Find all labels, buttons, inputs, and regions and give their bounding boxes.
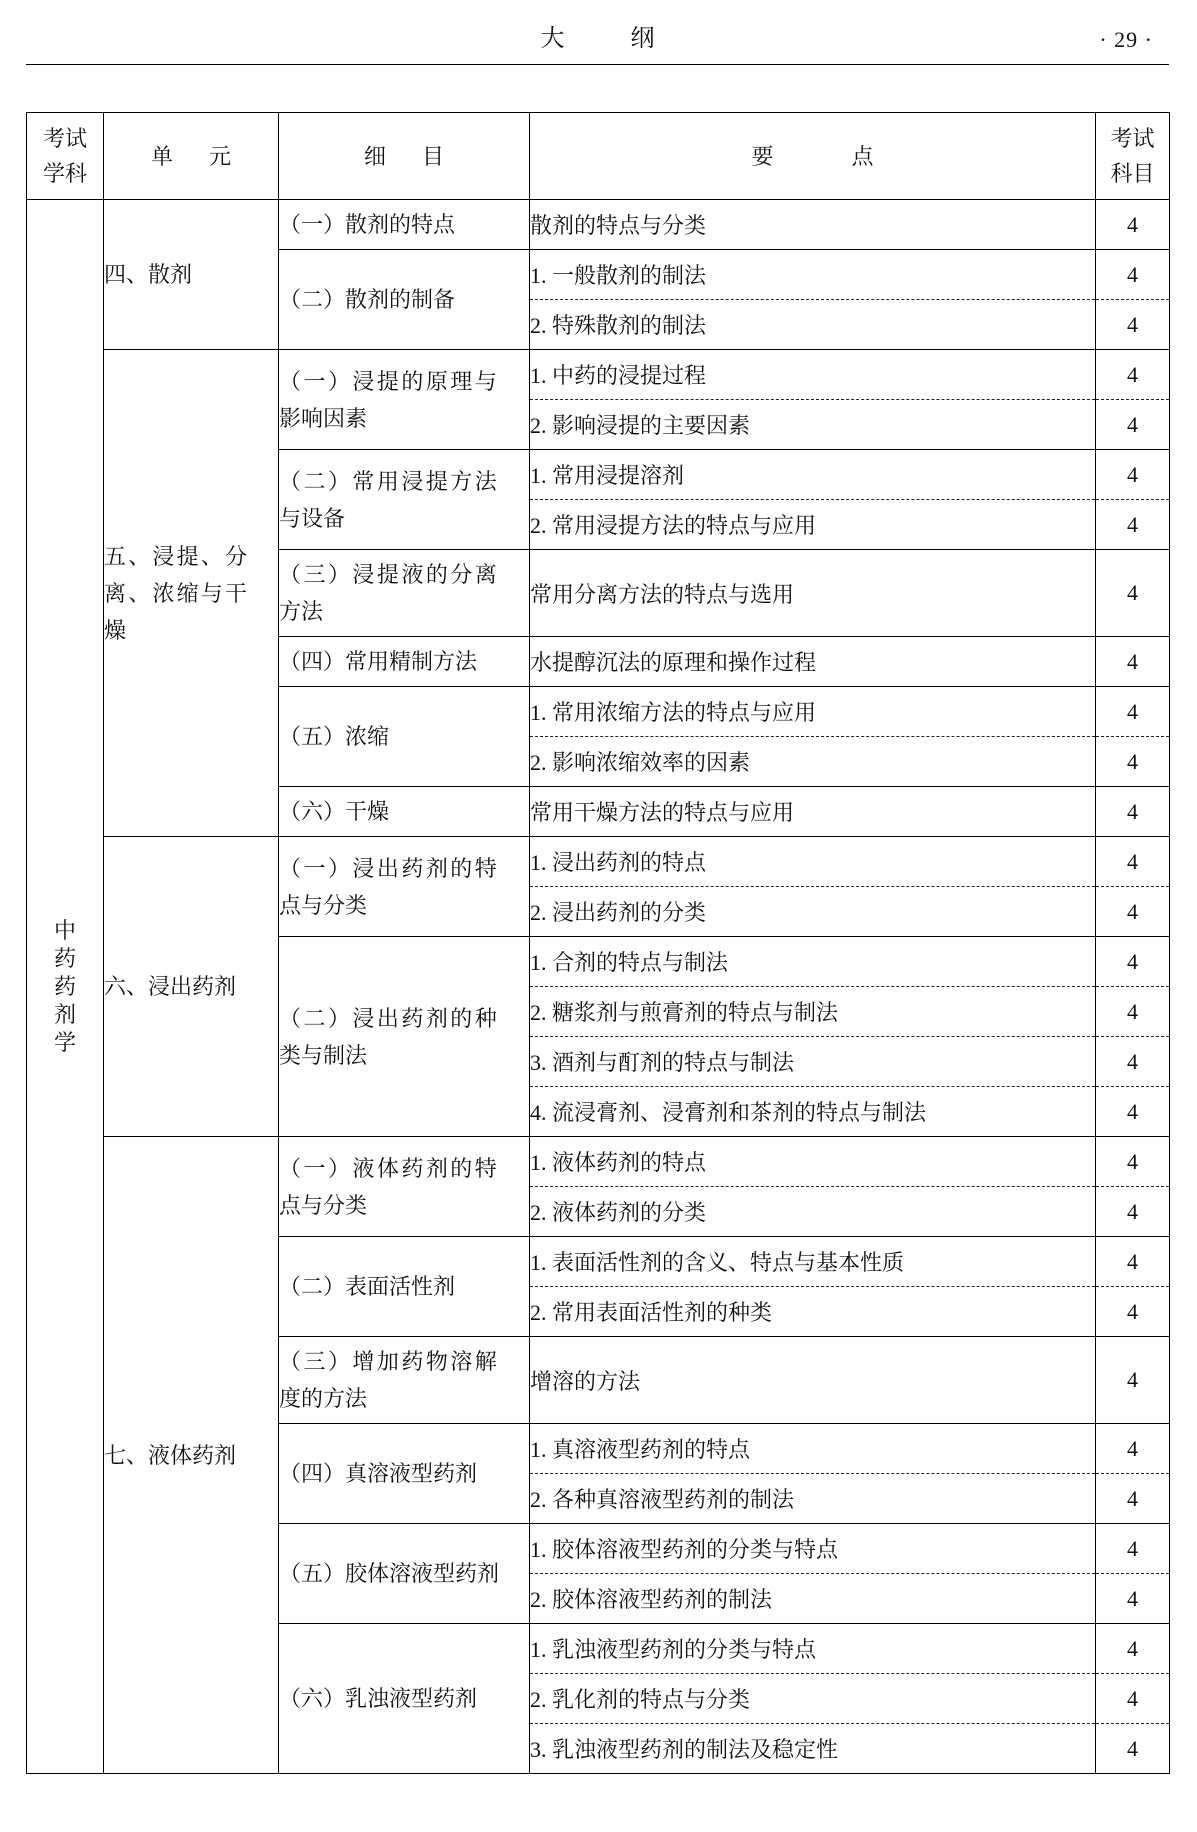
point-cell-text: 1. 胶体溶液型药剂的分类与特点 (530, 1537, 839, 1562)
item-cell-text: （二）常用浸提方法与设备 (279, 468, 497, 531)
syllabus-table (26, 112, 1170, 1774)
point-cell-text: 1. 表面活性剂的含义、特点与基本性质 (530, 1250, 905, 1275)
level-cell (1096, 450, 1170, 500)
point-cell (530, 1574, 1096, 1624)
item-cell-text: （一）液体药剂的特点与分类 (279, 1155, 497, 1218)
point-cell (530, 1087, 1096, 1137)
point-cell-text: 1. 常用浓缩方法的特点与应用 (530, 700, 817, 725)
level-cell-text: 4 (1127, 798, 1138, 824)
point-cell-text: 1. 合剂的特点与制法 (530, 950, 729, 975)
column-header-subject (27, 113, 104, 200)
point-cell (530, 1287, 1096, 1337)
table-body (27, 200, 1170, 1774)
level-cell-text: 4 (1127, 1098, 1138, 1124)
point-cell (530, 1037, 1096, 1087)
item-cell (279, 200, 530, 250)
unit-cell (104, 200, 279, 350)
item-cell (279, 350, 530, 450)
item-cell-text: （四）常用精制方法 (279, 649, 478, 674)
item-cell (279, 787, 530, 837)
point-cell (530, 1137, 1096, 1187)
unit-cell-text: 五、浸提、分离、浓缩与干燥 (104, 543, 247, 643)
item-cell (279, 637, 530, 687)
level-cell-text: 4 (1127, 1248, 1138, 1274)
item-cell (279, 450, 530, 550)
level-cell-text: 4 (1127, 1535, 1138, 1561)
point-cell-text: 2. 各种真溶液型药剂的制法 (530, 1487, 795, 1512)
point-cell (530, 1474, 1096, 1524)
level-cell (1096, 687, 1170, 737)
level-cell-text: 4 (1127, 1198, 1138, 1224)
column-header-unit-text: 单元 (150, 143, 267, 169)
point-cell-text: 1. 乳浊液型药剂的分类与特点 (530, 1637, 817, 1662)
item-cell (279, 1424, 530, 1524)
level-cell-text: 4 (1127, 261, 1138, 287)
point-cell-text: 2. 常用表面活性剂的种类 (530, 1300, 773, 1325)
table-row (27, 1137, 1170, 1187)
item-cell-text: （六）乳浊液型药剂 (279, 1686, 478, 1711)
table-header (27, 113, 1170, 200)
level-cell-text: 4 (1127, 1735, 1138, 1761)
point-cell-text: 2. 影响浓缩效率的因素 (530, 750, 751, 775)
point-cell (530, 1187, 1096, 1237)
level-cell-text: 4 (1127, 580, 1138, 605)
point-cell (530, 350, 1096, 400)
point-cell-text: 1. 浸出药剂的特点 (530, 850, 707, 875)
level-cell-text: 4 (1127, 648, 1138, 674)
item-cell-text: （一）浸出药剂的特点与分类 (279, 855, 497, 918)
item-cell (279, 1337, 530, 1424)
point-cell (530, 987, 1096, 1037)
item-cell-text: （三）增加药物溶解度的方法 (279, 1349, 497, 1411)
point-cell-text: 1. 一般散剂的制法 (530, 263, 707, 288)
level-cell (1096, 1137, 1170, 1187)
level-cell-text: 4 (1127, 1685, 1138, 1711)
item-cell (279, 1137, 530, 1237)
level-cell-text: 4 (1127, 511, 1138, 537)
level-cell (1096, 500, 1170, 550)
item-cell-text: （一）散剂的特点 (279, 212, 456, 237)
level-cell (1096, 250, 1170, 300)
level-cell-text: 4 (1127, 1048, 1138, 1074)
level-cell-text: 4 (1127, 848, 1138, 874)
point-cell-text: 散剂的特点与分类 (530, 213, 707, 238)
page-number: · 29 · (1099, 27, 1153, 52)
running-header-title: 大纲 (540, 26, 721, 52)
item-cell-text: （五）浓缩 (279, 724, 390, 749)
point-cell-text: 2. 浸出药剂的分类 (530, 900, 707, 925)
point-cell (530, 1237, 1096, 1287)
point-cell-text: 3. 乳浊液型药剂的制法及稳定性 (530, 1737, 839, 1762)
point-cell-text: 常用分离方法的特点与选用 (530, 581, 795, 607)
level-cell (1096, 1287, 1170, 1337)
level-cell-text: 4 (1127, 1367, 1138, 1392)
level-cell-text: 4 (1127, 948, 1138, 974)
table-row (27, 200, 1170, 250)
level-cell (1096, 1337, 1170, 1424)
subject-cell (27, 200, 104, 1774)
point-cell (530, 550, 1096, 637)
table-row (27, 350, 1170, 400)
level-cell (1096, 837, 1170, 887)
running-header (26, 0, 1169, 65)
item-cell-text: （四）真溶液型药剂 (279, 1461, 478, 1486)
level-cell-text: 4 (1127, 361, 1138, 387)
level-cell (1096, 787, 1170, 837)
unit-cell-text: 六、浸出药剂 (104, 974, 237, 999)
level-cell (1096, 550, 1170, 637)
level-cell (1096, 400, 1170, 450)
point-cell (530, 787, 1096, 837)
item-cell (279, 1237, 530, 1337)
point-cell (530, 1424, 1096, 1474)
level-cell-text: 4 (1127, 998, 1138, 1024)
point-cell (530, 937, 1096, 987)
column-header-points-text: 要点 (751, 143, 952, 169)
unit-cell (104, 837, 279, 1137)
item-cell (279, 250, 530, 350)
point-cell (530, 1624, 1096, 1674)
item-cell (279, 837, 530, 937)
level-cell (1096, 1624, 1170, 1674)
point-cell-text: 水提醇沉法的原理和操作过程 (530, 650, 817, 675)
unit-cell (104, 1137, 279, 1774)
level-cell-text: 4 (1127, 1148, 1138, 1174)
level-cell-text: 4 (1127, 311, 1138, 337)
level-cell-text: 4 (1127, 211, 1138, 237)
item-cell (279, 550, 530, 637)
point-cell (530, 200, 1096, 250)
level-cell (1096, 637, 1170, 687)
level-cell (1096, 350, 1170, 400)
unit-cell-text: 七、液体药剂 (104, 1442, 237, 1468)
level-cell-text: 4 (1127, 411, 1138, 437)
point-cell (530, 737, 1096, 787)
item-cell-text: （二）浸出药剂的种类与制法 (279, 1005, 497, 1068)
item-cell-text: （三）浸提液的分离方法 (279, 562, 497, 624)
item-cell (279, 1524, 530, 1624)
level-cell (1096, 1474, 1170, 1524)
point-cell (530, 1524, 1096, 1574)
point-cell (530, 250, 1096, 300)
level-cell-text: 4 (1127, 1298, 1138, 1324)
level-cell (1096, 200, 1170, 250)
point-cell (530, 837, 1096, 887)
point-cell (530, 1674, 1096, 1724)
header-row (27, 113, 1170, 200)
column-header-item-text: 细目 (363, 143, 480, 169)
level-cell (1096, 1037, 1170, 1087)
point-cell-text: 2. 糖浆剂与煎膏剂的特点与制法 (530, 1000, 839, 1025)
column-header-subject-text: 考试学科 (43, 126, 88, 186)
level-cell-text: 4 (1127, 748, 1138, 774)
point-cell (530, 300, 1096, 350)
point-cell (530, 500, 1096, 550)
level-cell-text: 4 (1127, 1435, 1138, 1461)
level-cell (1096, 1237, 1170, 1287)
column-header-item (279, 113, 530, 200)
point-cell (530, 887, 1096, 937)
point-cell (530, 687, 1096, 737)
item-cell (279, 687, 530, 787)
point-cell-text: 1. 常用浸提溶剂 (530, 463, 685, 488)
point-cell-text: 2. 乳化剂的特点与分类 (530, 1687, 751, 1712)
item-cell-text: （一）浸提的原理与影响因素 (279, 368, 497, 431)
point-cell-text: 1. 液体药剂的特点 (530, 1150, 707, 1175)
level-cell (1096, 737, 1170, 787)
item-cell (279, 1624, 530, 1774)
column-header-unit (104, 113, 279, 200)
level-cell (1096, 987, 1170, 1037)
point-cell-text: 4. 流浸膏剂、浸膏剂和茶剂的特点与制法 (530, 1100, 927, 1125)
level-cell (1096, 1087, 1170, 1137)
item-cell (279, 937, 530, 1137)
point-cell-text: 2. 液体药剂的分类 (530, 1200, 707, 1225)
point-cell-text: 1. 真溶液型药剂的特点 (530, 1437, 751, 1462)
level-cell (1096, 1724, 1170, 1774)
subject-cell-text: 中药药剂学 (54, 917, 77, 1055)
level-cell (1096, 1574, 1170, 1624)
point-cell-text: 2. 特殊散剂的制法 (530, 313, 707, 338)
item-cell-text: （二）表面活性剂 (279, 1274, 456, 1299)
unit-cell (104, 350, 279, 837)
point-cell-text: 常用干燥方法的特点与应用 (530, 800, 795, 825)
point-cell (530, 1337, 1096, 1424)
level-cell (1096, 887, 1170, 937)
column-header-points (530, 113, 1096, 200)
level-cell-text: 4 (1127, 1635, 1138, 1661)
item-cell-text: （二）散剂的制备 (279, 287, 456, 312)
point-cell (530, 450, 1096, 500)
level-cell (1096, 1187, 1170, 1237)
point-cell-text: 2. 胶体溶液型药剂的制法 (530, 1587, 773, 1612)
point-cell-text: 增溶的方法 (530, 1368, 641, 1394)
point-cell-text: 1. 中药的浸提过程 (530, 363, 707, 388)
level-cell-text: 4 (1127, 898, 1138, 924)
level-cell (1096, 1674, 1170, 1724)
column-header-level-text: 考试科目 (1110, 126, 1155, 186)
point-cell (530, 400, 1096, 450)
level-cell-text: 4 (1127, 1485, 1138, 1511)
level-cell (1096, 300, 1170, 350)
point-cell (530, 637, 1096, 687)
level-cell-text: 4 (1127, 1585, 1138, 1611)
level-cell-text: 4 (1127, 698, 1138, 724)
unit-cell-text: 四、散剂 (104, 262, 193, 287)
column-header-level (1096, 113, 1170, 200)
point-cell-text: 3. 酒剂与酊剂的特点与制法 (530, 1050, 795, 1075)
level-cell (1096, 1424, 1170, 1474)
item-cell-text: （六）干燥 (279, 799, 390, 824)
level-cell-text: 4 (1127, 461, 1138, 487)
item-cell-text: （五）胶体溶液型药剂 (279, 1561, 500, 1586)
point-cell-text: 2. 常用浸提方法的特点与应用 (530, 513, 817, 538)
point-cell (530, 1724, 1096, 1774)
level-cell (1096, 937, 1170, 987)
table-row (27, 837, 1170, 887)
point-cell-text: 2. 影响浸提的主要因素 (530, 413, 751, 438)
level-cell (1096, 1524, 1170, 1574)
